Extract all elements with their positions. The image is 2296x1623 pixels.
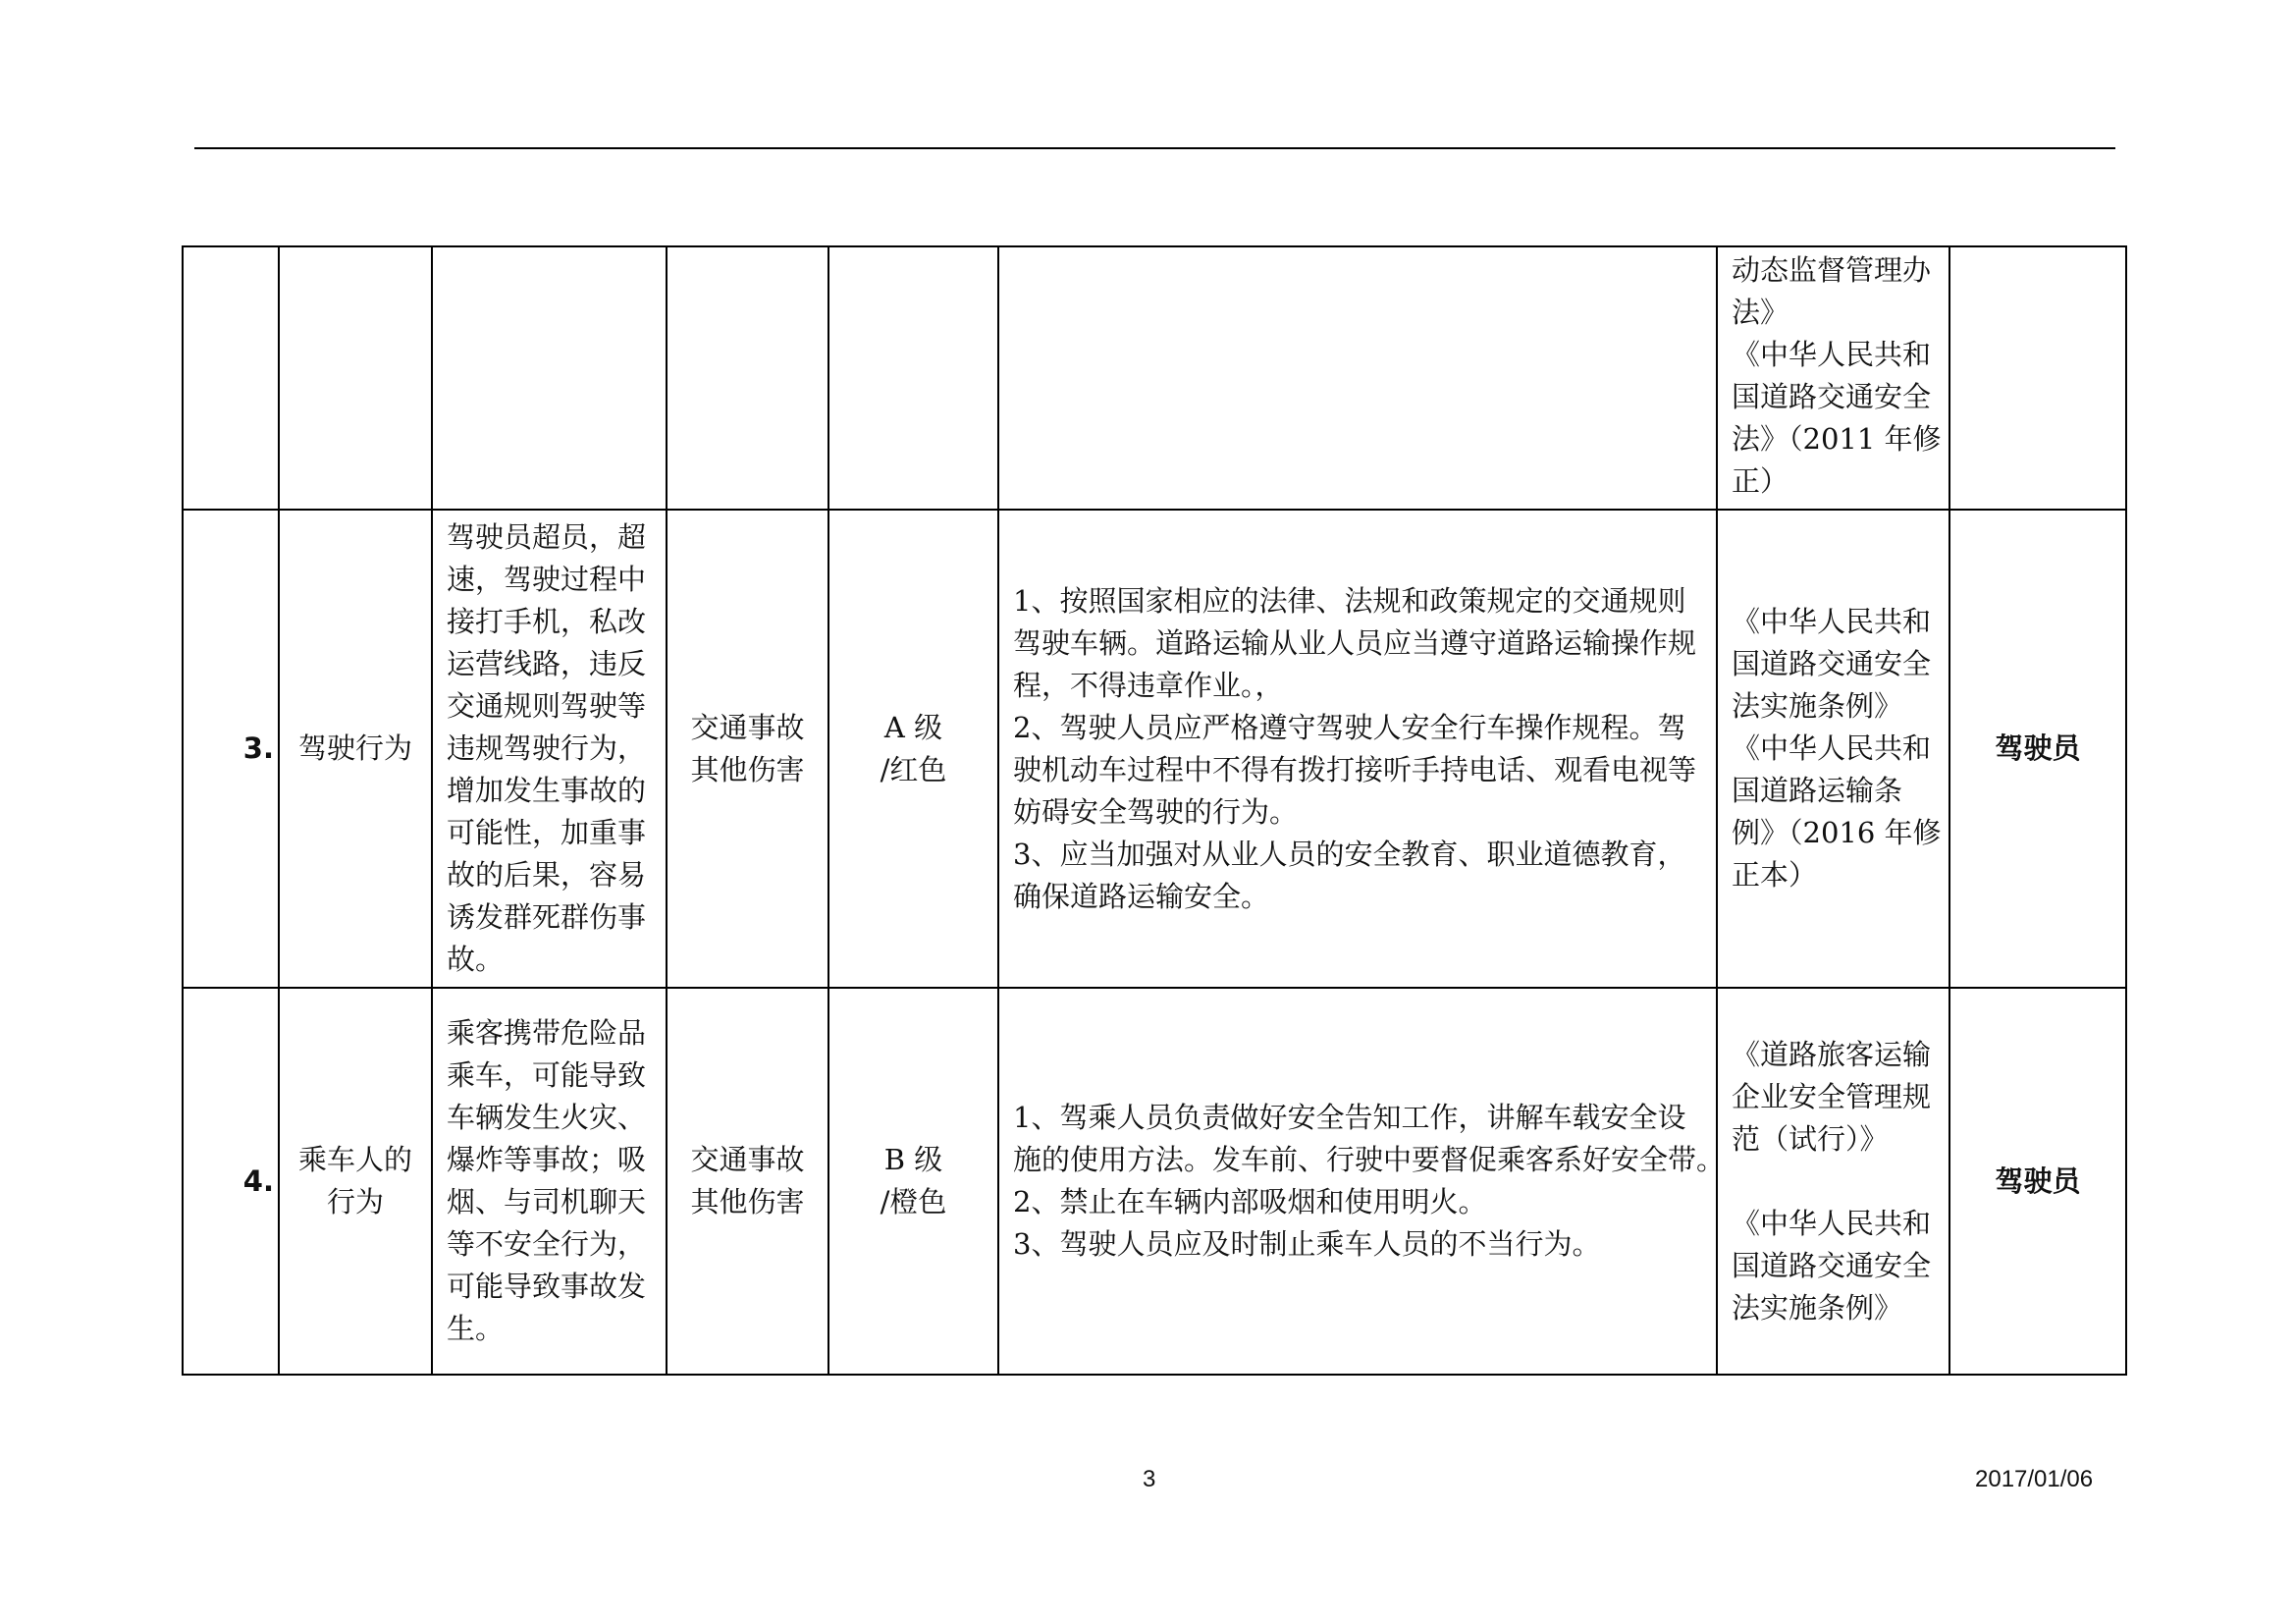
level-cell-empty: [828, 246, 998, 510]
measure-line: 施的使用方法。发车前、行驶中要督促乘客系好安全带。: [1013, 1143, 1726, 1176]
basis-line: 例》（2016 年修: [1732, 816, 1942, 849]
measure-line: 驾驶车辆。道路运输从业人员应当遵守道路运输操作规: [1013, 625, 1697, 660]
header-rule: [194, 147, 2115, 149]
basis-line: 国道路交通安全: [1732, 647, 1932, 680]
measure-line: 驶机动车过程中不得有拨打接听手持电话、观看电视等: [1013, 752, 1697, 786]
level-line: A 级: [883, 710, 943, 744]
basis-cell: [1717, 246, 1949, 510]
basis-line: 动态监督管理办: [1732, 253, 1932, 287]
responsible-cell-empty: [1949, 246, 2126, 510]
description-line: 车辆发生火灾、: [447, 1101, 647, 1134]
risk-level: [828, 988, 998, 1375]
page-number: 3: [1143, 1466, 1156, 1492]
description-line: 爆炸等事故；吸: [447, 1143, 647, 1176]
description-line: 烟、与司机聊天: [447, 1185, 647, 1218]
responsible-person: 驾驶员: [1949, 988, 2126, 1375]
hazard-item: 驾驶行为: [279, 510, 432, 988]
measure-line: 程，不得违章作业。，: [1013, 668, 1284, 702]
description-line: 速，驾驶过程中: [447, 563, 647, 596]
basis-line: 正本）: [1732, 858, 1818, 892]
basis-line: 正）: [1732, 464, 1789, 498]
description-line: 驾驶员超员，超: [447, 520, 647, 554]
basis-line: 范（试行）》: [1732, 1121, 1889, 1156]
basis-spacer: [1732, 1161, 1935, 1203]
description-line: 诱发群死群伤事: [447, 900, 647, 934]
risk-level: [828, 510, 998, 988]
basis-line: 法实施条例》: [1732, 1290, 1903, 1325]
description-cell-empty: [432, 246, 667, 510]
basis-line: 国道路交通安全: [1732, 380, 1932, 413]
basis-line: 国道路交通安全: [1732, 1248, 1932, 1282]
responsible-person: 驾驶员: [1949, 510, 2126, 988]
accident-type: [667, 988, 828, 1375]
measure-line: 确保道路运输安全。: [1013, 879, 1270, 913]
legal-basis: [1717, 988, 1949, 1375]
item-cell-empty: [279, 246, 432, 510]
footer-date: 2017/01/06: [1975, 1466, 2094, 1492]
description-line: 乘客携带危险品: [447, 1016, 647, 1050]
description-line: 违规驾驶行为，: [447, 731, 647, 765]
accident-line: 其他伤害: [690, 752, 805, 786]
description-line: 增加发生事故的: [447, 774, 647, 807]
measure-line: 3、应当加强对从业人员的安全教育、职业道德教育，: [1013, 837, 1686, 871]
table-row: [183, 510, 2126, 988]
basis-line: 法》: [1732, 296, 1789, 329]
measure-line: 2、禁止在车辆内部吸烟和使用明火。: [1013, 1185, 1487, 1218]
control-measures: [998, 510, 1717, 988]
measure-line: 3、驾驶人员应及时制止乘车人员的不当行为。: [1013, 1227, 1601, 1261]
level-line: /橙色: [880, 1185, 947, 1218]
item-line: 乘车人的: [297, 1143, 412, 1176]
accident-line: 交通事故: [690, 710, 805, 744]
accident-type: [667, 510, 828, 988]
basis-line: 国道路运输条: [1732, 774, 1903, 807]
basis-line: 《中华人民共和: [1732, 605, 1932, 638]
basis-line: 企业安全管理规: [1732, 1079, 1932, 1113]
accident-line: 交通事故: [690, 1143, 805, 1176]
description-line: 等不安全行为，: [447, 1227, 647, 1261]
basis-line: 《中华人民共和: [1732, 338, 1932, 371]
description-line: 生。: [447, 1312, 505, 1345]
measures-cell-empty: [998, 246, 1717, 510]
description-line: 接打手机，私改: [447, 605, 647, 638]
basis-line: 《中华人民共和: [1732, 1206, 1932, 1240]
basis-line: 法》（2011 年修: [1732, 422, 1942, 456]
table-row-continuation: [183, 246, 2126, 510]
control-measures: [998, 988, 1726, 1375]
level-line: /红色: [880, 752, 947, 786]
basis-line: 《中华人民共和: [1732, 731, 1932, 765]
num-cell-empty: [183, 246, 279, 510]
legal-basis: [1717, 510, 1949, 988]
risk-table: [182, 245, 2127, 1376]
accident-cell-empty: [667, 246, 828, 510]
hazard-description: [432, 988, 667, 1375]
row-number: 4.: [183, 988, 279, 1375]
measure-line: 1、驾乘人员负责做好安全告知工作，讲解车载安全设: [1013, 1101, 1686, 1134]
row-number: 3.: [183, 510, 279, 988]
description-line: 可能导致事故发: [447, 1270, 647, 1303]
table-row: [183, 988, 2126, 1375]
measure-line: 妨碍安全驾驶的行为。: [1013, 794, 1299, 829]
level-line: B 级: [883, 1143, 943, 1176]
measure-line: 1、按照国家相应的法律、法规和政策规定的交通规则: [1013, 583, 1686, 618]
description-line: 可能性，加重事: [447, 816, 647, 849]
description-line: 交通规则驾驶等: [447, 689, 647, 723]
description-line: 故的后果，容易: [447, 858, 647, 892]
basis-line: 《道路旅客运输: [1732, 1037, 1932, 1071]
basis-line: 法实施条例》: [1732, 689, 1903, 723]
hazard-description: [432, 510, 667, 988]
description-line: 乘车，可能导致: [447, 1058, 647, 1092]
item-line: 行为: [326, 1185, 384, 1218]
description-line: 故。: [447, 943, 505, 976]
measure-line: 2、驾驶人员应严格遵守驾驶人安全行车操作规程。驾: [1013, 710, 1686, 744]
description-line: 运营线路，违反: [447, 647, 647, 680]
accident-line: 其他伤害: [690, 1185, 805, 1218]
hazard-item: [279, 988, 432, 1375]
